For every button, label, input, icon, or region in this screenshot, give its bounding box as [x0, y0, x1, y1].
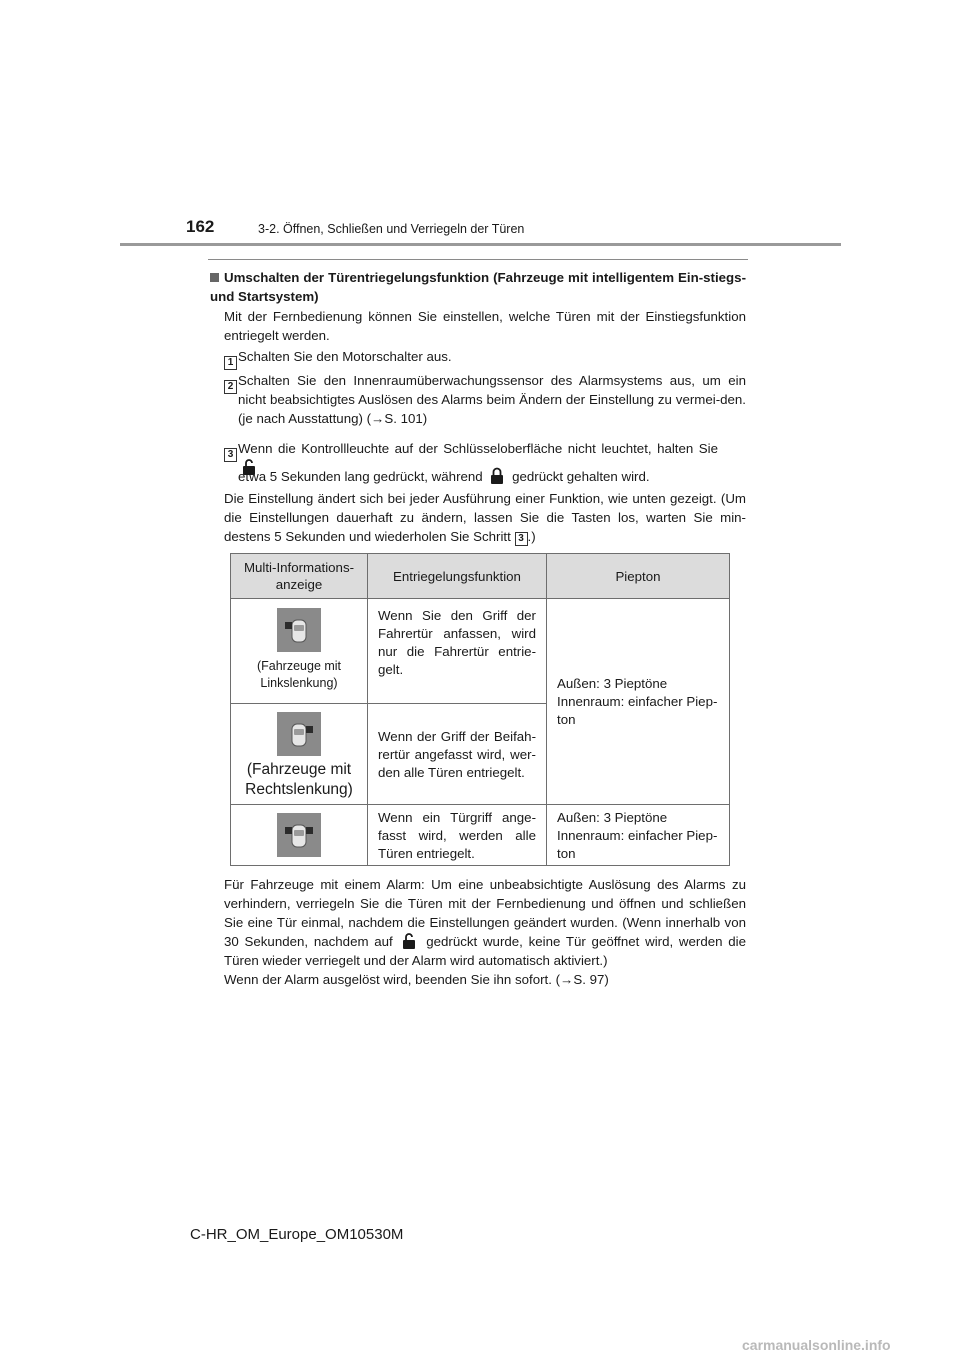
table-row [231, 599, 730, 704]
settings-note: Die Einstellung ändert sich bei jeder Ausführung einer Funktion, wie unten gezeigt. (Um die Einstellungen dauerhaft zu ändern, lassen Sie die Tasten los, warten Sie min-destens 5 Sekunden und wiederholen Sie Schritt 3 .) [224, 491, 746, 544]
function-cell-driver: Wenn Sie den Griff der Fahrertür anfassen, wird nur die Fahrertür entrie-gelt. [368, 599, 547, 704]
unlock-icon [402, 932, 416, 950]
display-cell-rhd [231, 704, 368, 805]
caption-rhd: (Fahrzeuge mit Rechtslenkung) [245, 761, 353, 798]
header-rule [120, 243, 841, 246]
step-2-text: Schalten Sie den Innenraumüberwachungssensor des Alarmsystems aus, um ein nicht beabsichtigtes Auslösen des Alarms beim Ändern der Einstellung zu vermei-den. (je nach Ausstattung) (→S. 101) [238, 373, 746, 426]
display-cell-lhd [231, 599, 368, 704]
car-display-icon [277, 608, 321, 652]
function-cell-all: Wenn ein Türgriff ange-fasst wird, werden alle Türen entriegelt. [368, 805, 547, 866]
bullet-square-icon [210, 273, 219, 282]
alarm-note: Für Fahrzeuge mit einem Alarm: Um eine unbeabsichtigte Auslösung des Alarms zu verhindern, verriegeln Sie die Türen mit der Fernbedienung und öffnen und schließen Sie eine Tür einmal, nachdem die Einstellungen geändert wurden. (Wenn innerhalb von 30 Sekunden, nachdem auf gedrückt wurde, keine Tür geöffnet wird, werden die Türen wieder verriegelt und der Alarm wird automatisch aktiviert.) Wenn der Alarm ausgelöst wird, beenden Sie ihn sofort. (→S. 97) [224, 877, 746, 987]
car-display-icon [277, 813, 321, 857]
table-header-display: Multi-Informations-anzeige [231, 554, 368, 599]
section-title: 3-2. Öffnen, Schließen und Verriegeln der Türen [258, 222, 525, 236]
table-row [231, 805, 730, 866]
page-number: 162 [186, 217, 215, 236]
step-1-text: Schalten Sie den Motorschalter aus. [238, 349, 452, 364]
step-ref-badge: 3 [515, 532, 528, 546]
function-cell-passenger: Wenn der Griff der Beifah-rertür angefasst wird, wer-den alle Türen entriegelt. [368, 704, 547, 805]
table-header-row [231, 554, 730, 599]
caption-lhd: (Fahrzeuge mit Linkslenkung) [256, 659, 342, 690]
step-3-badge: 3 [224, 444, 237, 462]
car-display-icon [277, 712, 321, 756]
step-3-continuation: etwa 5 Sekunden lang gedrückt, während gedrückt gehalten wird. [238, 469, 650, 484]
step-1-badge: 1 [224, 352, 237, 370]
step-3-text: Wenn die Kontrollleuchte auf der Schlüsseloberfläche nicht leuchtet, halten Sie [238, 439, 718, 477]
intro-paragraph: Mit der Fernbedienung können Sie einstellen, welche Türen mit der Einstiegsfunktion entriegelt werden. [224, 309, 746, 343]
unlock-mode-table [230, 553, 730, 866]
document-code: C-HR_OM_Europe_OM10530M [190, 1226, 404, 1243]
lock-icon [490, 467, 504, 485]
step-2-badge: 2 [224, 376, 237, 394]
table-header-function: Entriegelungsfunktion [368, 554, 547, 599]
watermark: carmanualsonline.info [742, 1337, 891, 1353]
section-rule [208, 259, 748, 260]
beep-cell-1: Außen: 3 Pieptöne Innenraum: einfacher Piep-ton [547, 599, 730, 805]
table-header-beep: Piepton [547, 554, 730, 599]
display-cell-all [231, 805, 368, 866]
beep-cell-2: Außen: 3 Pieptöne Innenraum: einfacher Piep-ton [547, 805, 730, 866]
section-heading: Umschalten der Türentriegelungsfunktion (Fahrzeuge mit intelligentem Ein-stiegs- und Startsystem) [210, 270, 746, 304]
